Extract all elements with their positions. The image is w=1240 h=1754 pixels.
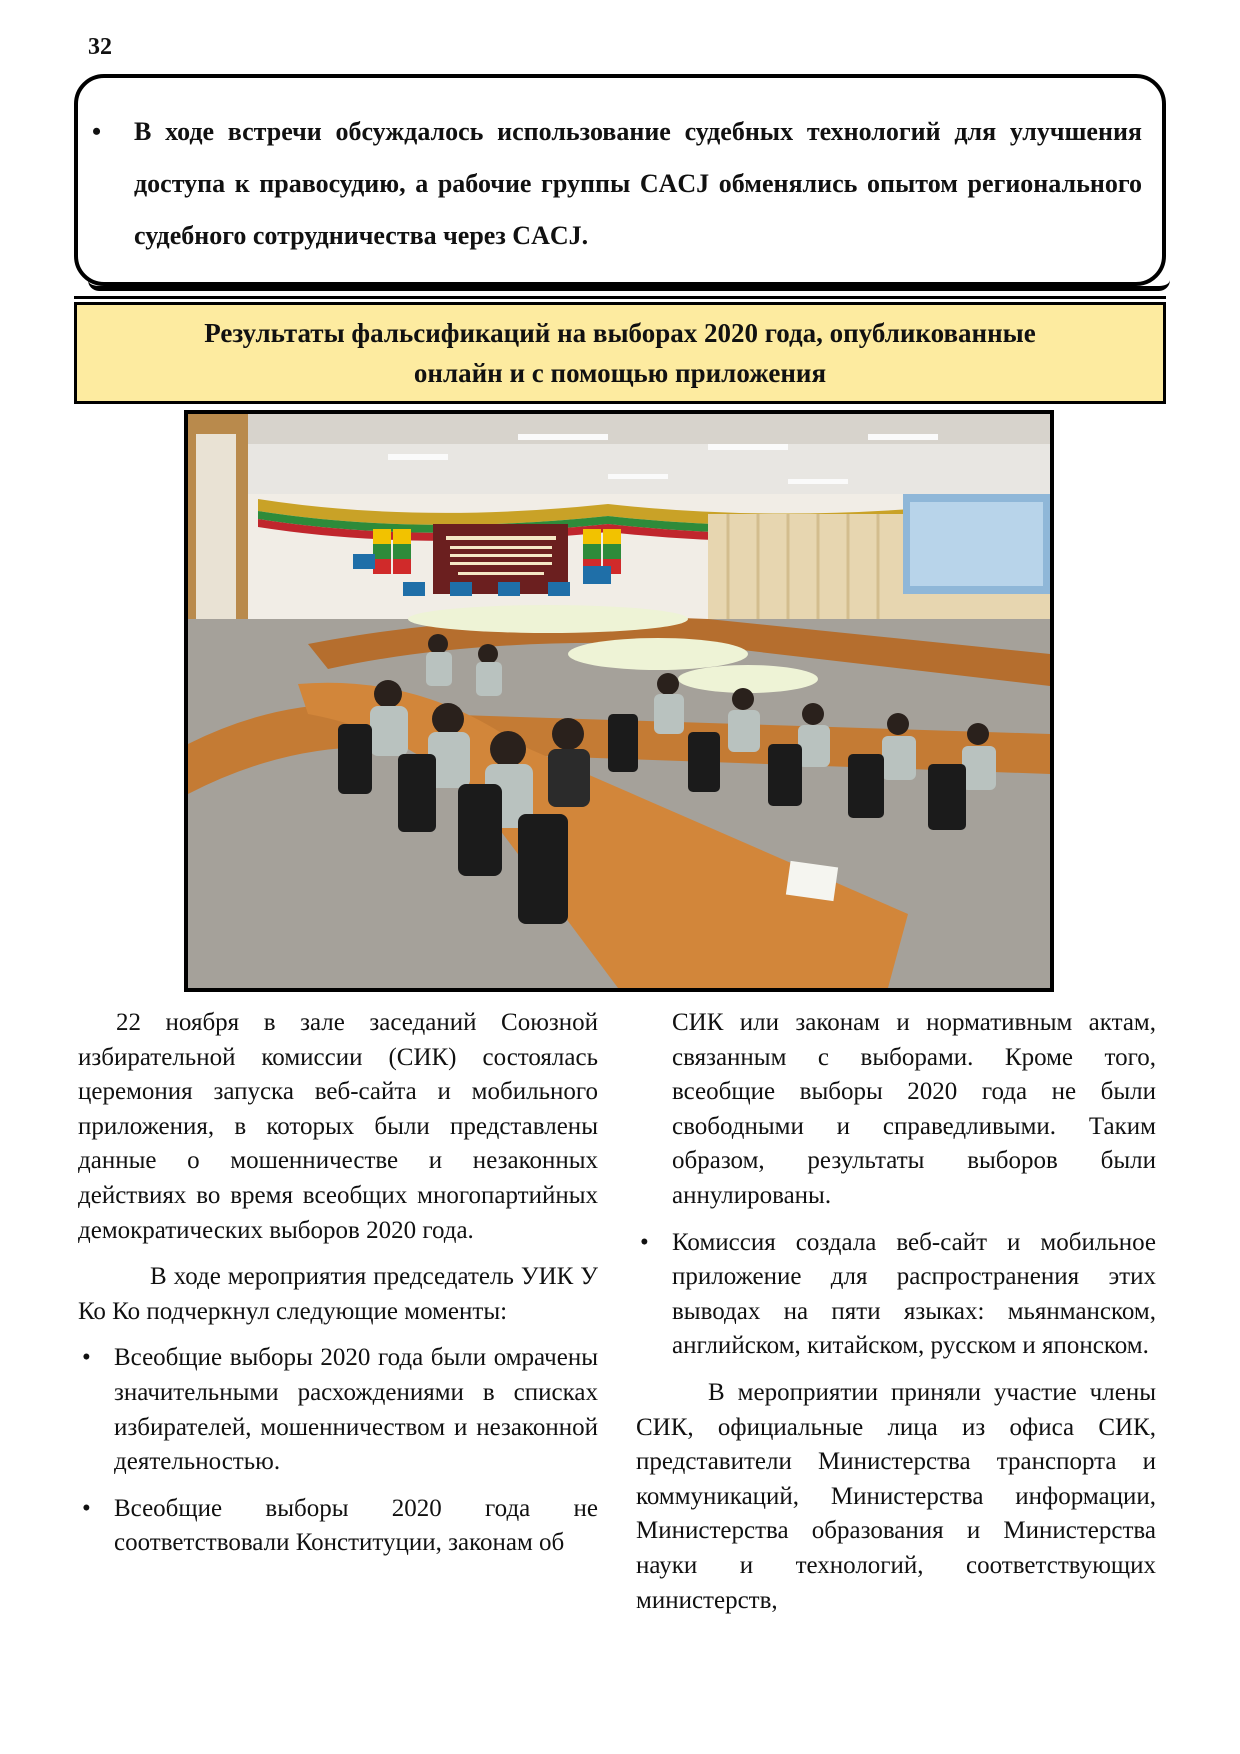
bullet-icon: •: [92, 117, 102, 146]
list-item: [78, 1492, 598, 1561]
right-bullet-1-text: Комиссия создала веб-сайт и мобильное приложение для распространения этих выводах на пяти языках: мьянманском, английском, китайском, русском и японском.: [672, 1228, 1156, 1360]
article-heading: [204, 313, 1035, 393]
page-number: 32: [88, 34, 112, 60]
right-paragraph-2: В мероприятии приняли участие члены СИК, официальные лица из офиса СИК, представители Министерства транспорта и коммуникаций, Министерства информации, Министерства образования и Министерства науки и технологий, соответствующих министерств,: [636, 1378, 1156, 1614]
conference-photo-illustration: [188, 414, 1050, 988]
article-heading-box: [74, 302, 1166, 404]
bullet-icon: •: [82, 1494, 91, 1522]
article-heading-line2: онлайн и с помощью приложения: [413, 358, 827, 388]
left-paragraph-2: В ходе мероприятия председатель УИК У Ко Ко подчеркнул следующие моменты:: [78, 1263, 598, 1325]
right-paragraph-1: СИК или законам и нормативным актам, связанным с выборами. Кроме того, всеобщие выборы 2020 года не были свободными и справедливыми. Таким образом, результаты выборов были аннулированы.: [672, 1009, 1156, 1209]
section-divider: [74, 296, 1166, 299]
list-item: [78, 1341, 598, 1479]
summary-bullet-text: В ходе встречи обсуждалось использование судебных технологий для улучшения доступа к правосудию, а рабочие группы CACJ обменялись опытом регионального судебного сотрудничества через CACJ.: [134, 117, 1142, 250]
bullet-icon: •: [82, 1344, 91, 1372]
article-heading-line1: Результаты фальсификаций на выборах 2020 года, опубликованные: [204, 318, 1036, 348]
left-text-column: [78, 1006, 598, 1573]
summary-bullet-box: [74, 74, 1166, 286]
right-text-column: [636, 1006, 1156, 1630]
left-paragraph-1: 22 ноября в зале заседаний Союзной избирательной комиссии (СИК) состоялась церемония запуска веб-сайта и мобильного приложения, в которых были представлены данные о мошенничестве и незаконных действиях во время всеобщих многопартийных демократических выборов 2020 года.: [78, 1009, 598, 1244]
conference-hall-photo: [184, 410, 1054, 992]
list-item: [636, 1226, 1156, 1364]
bullet-icon: •: [640, 1228, 649, 1256]
left-bullet-2-text: Всеобщие выборы 2020 года не соответствовали Конституции, законам об: [114, 1494, 598, 1557]
left-bullet-1-text: Всеобщие выборы 2020 года были омрачены значительными расхождениями в списках избирателей, мошенничеством и незаконной деятельностью.: [114, 1344, 598, 1476]
